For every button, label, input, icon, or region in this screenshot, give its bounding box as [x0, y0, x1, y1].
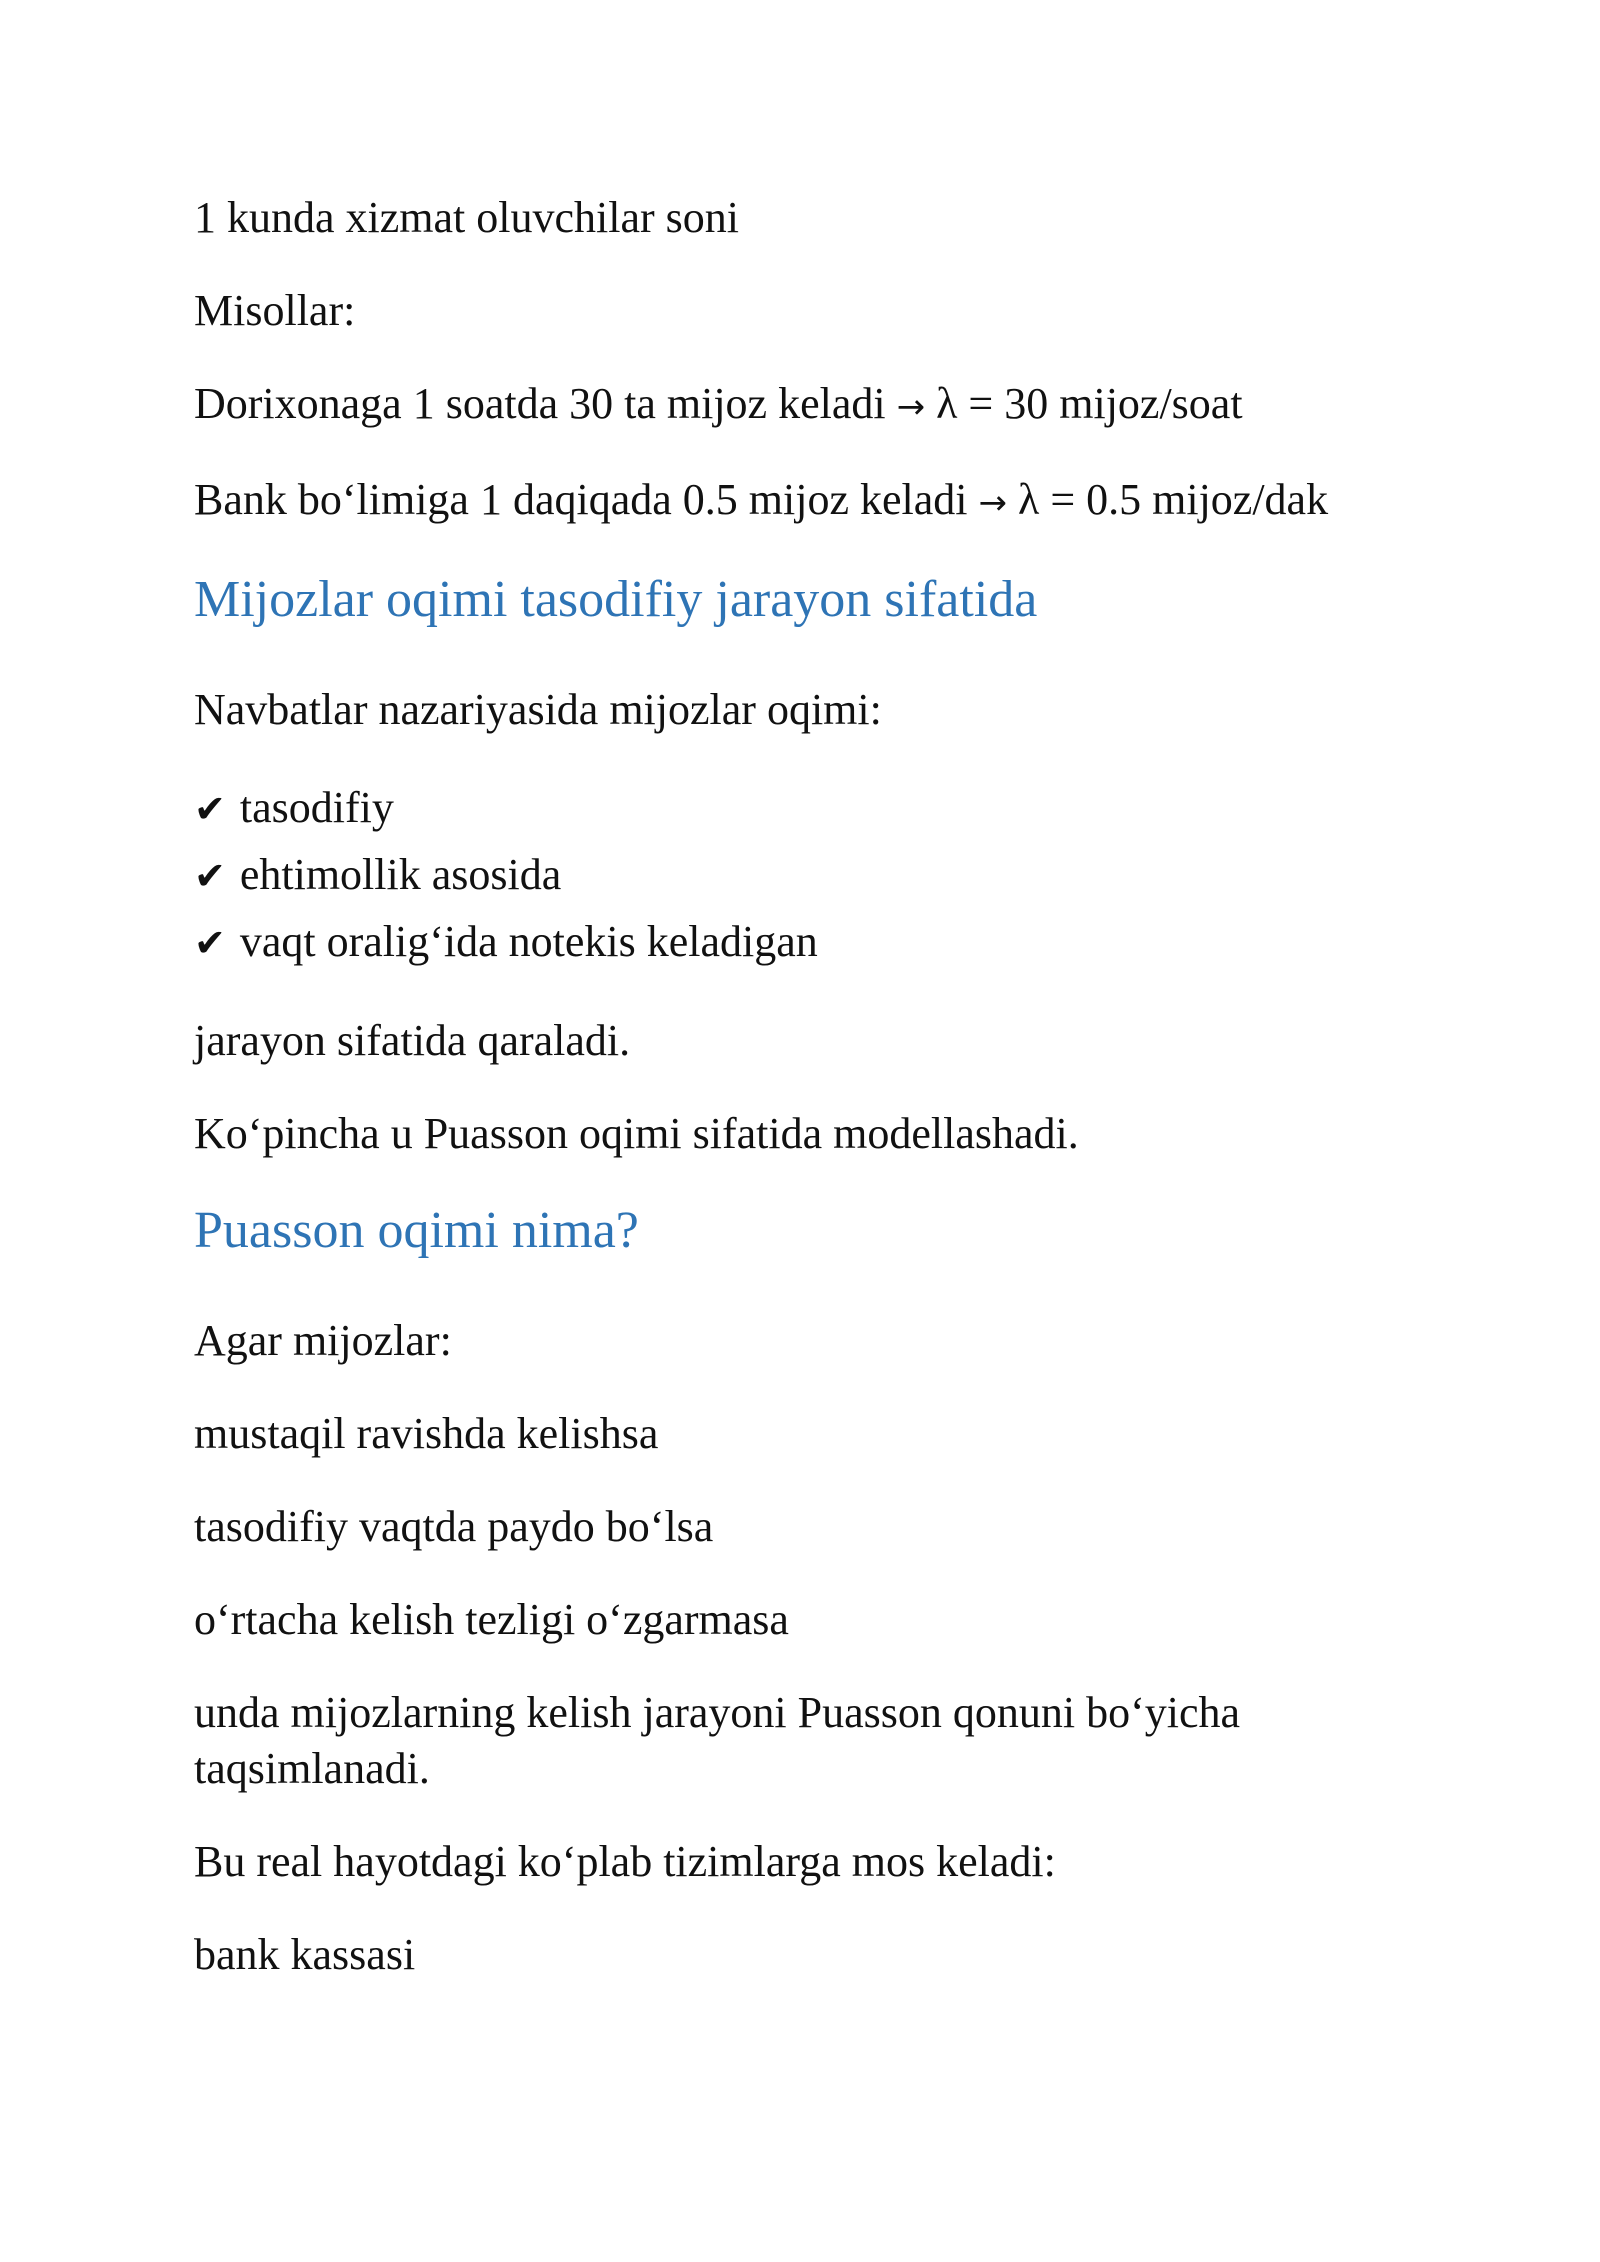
checkmark-icon: ✔ [194, 854, 226, 898]
checklist-item-text: vaqt oralig‘ida notekis keladigan [239, 917, 818, 966]
checklist-item [194, 909, 1414, 976]
heading-poisson-flow: Puasson oqimi nima? [194, 1202, 639, 1259]
document-page [194, 190, 1414, 2020]
checklist-item [194, 842, 1414, 909]
checklist-item-text: tasodifiy [239, 783, 394, 832]
bank-example-text: Bank bo‘limiga 1 daqiqada 0.5 mijoz keladi [194, 475, 968, 524]
paragraph-condition-random-time: tasodifiy vaqtda paydo bo‘lsa [194, 1502, 714, 1551]
right-arrow-icon: → [896, 387, 926, 427]
checklist-item [194, 775, 1414, 842]
checkmark-icon: ✔ [194, 787, 226, 831]
paragraph-pharmacy-example [194, 376, 1414, 435]
paragraph-condition-independent: mustaqil ravishda kelishsa [194, 1409, 659, 1458]
paragraph-examples-label: Misollar: [194, 286, 356, 335]
bank-example-rate: λ = 0.5 mijoz/dak [1017, 475, 1329, 524]
paragraph-poisson-model: Ko‘pincha u Puasson oqimi sifatida modellashadi. [194, 1109, 1079, 1158]
paragraph-bank-example [194, 472, 1414, 531]
paragraph-real-systems: Bu real hayotdagi ko‘plab tizimlarga mos keladi: [194, 1837, 1056, 1886]
checklist [194, 775, 1414, 976]
paragraph-daily-customers: 1 kunda xizmat oluvchilar soni [194, 193, 739, 242]
paragraph-bank-teller: bank kassasi [194, 1930, 416, 1979]
checkmark-icon: ✔ [194, 921, 226, 965]
right-arrow-icon: → [978, 483, 1007, 523]
paragraph-poisson-distribution: unda mijozlarning kelish jarayoni Puasson qonuni bo‘yicha taqsimlanadi. [194, 1688, 1241, 1793]
paragraph-considered-process: jarayon sifatida qaraladi. [194, 1016, 631, 1065]
paragraph-queue-theory: Navbatlar nazariyasida mijozlar oqimi: [194, 685, 882, 734]
heading-random-process: Mijozlar oqimi tasodifiy jarayon sifatida [194, 571, 1038, 628]
pharmacy-example-text: Dorixonaga 1 soatda 30 ta mijoz keladi [194, 379, 886, 428]
checklist-item-text: ehtimollik asosida [239, 850, 562, 899]
pharmacy-example-rate: λ = 30 mijoz/soat [936, 379, 1243, 428]
paragraph-condition-constant-rate: o‘rtacha kelish tezligi o‘zgarmasa [194, 1595, 789, 1644]
paragraph-if-customers: Agar mijozlar: [194, 1316, 452, 1365]
